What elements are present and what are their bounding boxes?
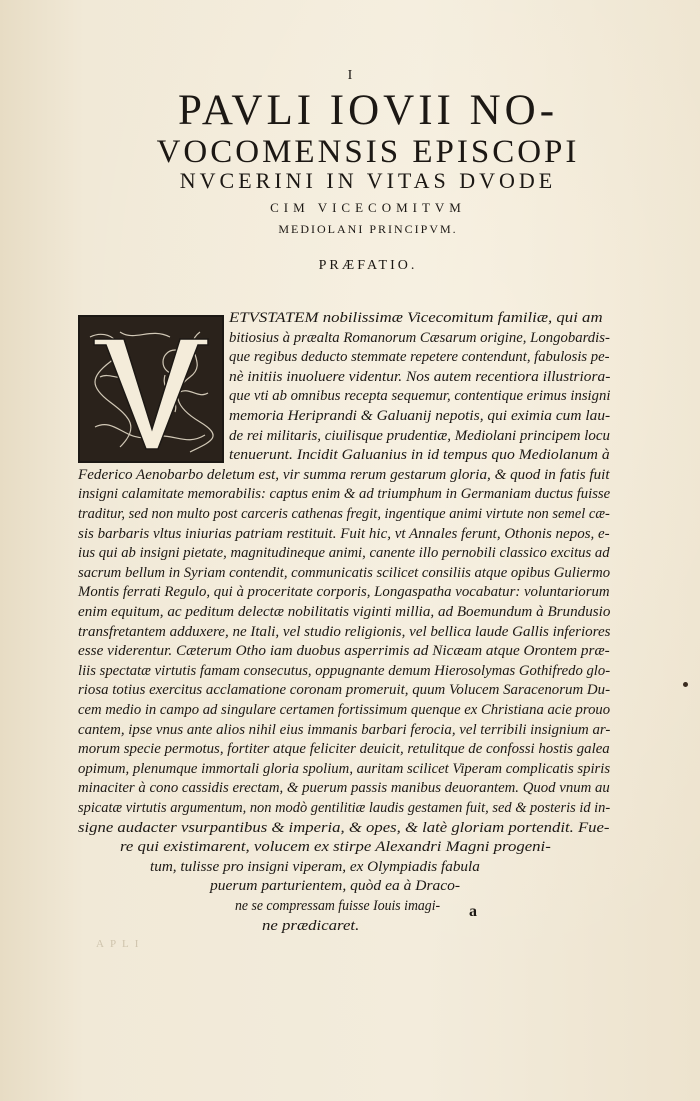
text-line: liis spectatæ virtutis famam consecutus, oppugnante demum Hierosolymas Gothifredo glo- (78, 662, 611, 679)
text-line: re qui existimarent, volucem ex stirpe Alexandri Magni progeni- (120, 839, 551, 856)
preface-heading: PRÆFATIO. (318, 258, 418, 273)
text-line: sacrum bellum in Syriam contendit, communicatis scilicet consiliis atque opibus Guliermo (78, 564, 611, 581)
title-line-1: PAVLI IOVII NO- (177, 87, 559, 134)
title-line-4: CIM VICECOMITVM (270, 200, 466, 215)
text-line: tum, tulisse pro insigni viperam, ex Olympiadis fabula (150, 858, 480, 875)
text-line: signe audacter vsurpantibus & imperia, & opes, & latè gloriam portendit. Fue- (78, 819, 610, 836)
text-line: ius qui ab insigni pietate, magnitudineque animi, canente illo pernobili classico excitus ad (78, 545, 610, 562)
text-line: tenuerunt. Incidit Galuanius in id tempus quo Mediolanum à (229, 447, 610, 464)
text-line: spicatæ virtutis argumentum, non modò gentilitiæ laudis gestamen fuit, sed & posteris id in- (78, 800, 611, 816)
text-line: ne se compressam fuisse Iouis imagi- (235, 898, 441, 914)
text-line: de rei militaris, ciuilisque prudentiæ, Mediolani principem locu (229, 427, 610, 444)
text-line: traditur, sed non multo post carceris cathenas fregit, ingentique animi virtute non semel cæ- (78, 506, 610, 522)
text-line: minaciter à cono cassidis erectam, & puerum passis manibus deuorantem. Quod vnum au (78, 780, 610, 797)
text-line: bitiosius à præalta Romanorum Cæsarum origine, Longobardis- (229, 329, 610, 346)
text-line: Federico Aenobarbo deletum est, vir summa rerum gestarum gloria, & quod in fatis fuit (78, 466, 610, 483)
text-line: opimum, plenumque immortali gloria spolium, auritam scilicet Viperam complicatis spiris (78, 760, 611, 777)
folio-number: I (347, 68, 353, 83)
title-line-3: NVCERINI IN VITAS DVODE (179, 168, 557, 193)
signature-mark: a (469, 903, 477, 920)
paper-spot (683, 682, 688, 687)
title-line-2: VOCOMENSIS EPISCOPI (156, 134, 580, 170)
text-line: nè initiis inuoluere videntur. Nos autem recentiora illustriora- (229, 368, 611, 385)
text-line: riosa totius exercitus acclamatione coronam promeruit, quum Volucem Saracenorum Du- (78, 682, 611, 699)
text-line: ne prædicaret. (262, 917, 360, 934)
title-line-5: MEDIOLANI PRINCIPVM. (278, 222, 458, 236)
text-line: memoria Heriprandi & Galuanij nepotis, qui eximia cum lau- (229, 408, 611, 424)
text-line: cantem, ipse vnus ante alios nihil eius immanis barbari ferocia, vel terribili insignium ar- (78, 721, 611, 738)
text-line: morum specie permotus, fortiter atque feliciter deuicit, retulitque de confossi hostis galea (78, 741, 610, 758)
text-line: cem medio in campo ad singulare certamen fortissimum quenque ex Christiana acie prouo (78, 702, 611, 718)
woodcut-ornament-icon (80, 317, 222, 461)
text-line: Montis ferrati Regulo, qui à proceritate corporis, Longaspatha vocabatur: voluntariorum (78, 584, 610, 601)
text-line: esse viderentur. Cæterum Otho iam duobus asperrimis ad Nicæam atque Orontem præ- (78, 643, 610, 660)
text-line: que regibus deducto stemmate repetere contendunt, fabulosis pe- (229, 349, 610, 366)
text-line: enim equitum, ac peditum delectæ nobilitatis viginti millia, ad Boemundum à Brundusio (78, 604, 611, 620)
text-line: insigni calamitate memorabilis: captus enim & ad triumphum in Germaniam ductus fuisse (78, 486, 611, 503)
text-line: sis barbaris vltus iniurias patriam restituit. Fuit hic, vt Annales ferunt, Othonis nepos, e- (78, 525, 610, 542)
text-line: ETVSTATEM nobilissimæ Vicecomitum familiæ, qui am (229, 310, 603, 326)
decorated-initial (78, 315, 224, 463)
text-line: que vti ab omnibus recepta sequemur, contentique erimus insigni (229, 388, 611, 405)
text-line: transfretantem adduxere, ne Itali, vel studio religionis, vel bellica laude Gallis inferiores (78, 623, 611, 640)
show-through-text: APLI (96, 938, 145, 950)
text-line: puerum parturientem, quòd ea à Draco- (210, 878, 461, 895)
